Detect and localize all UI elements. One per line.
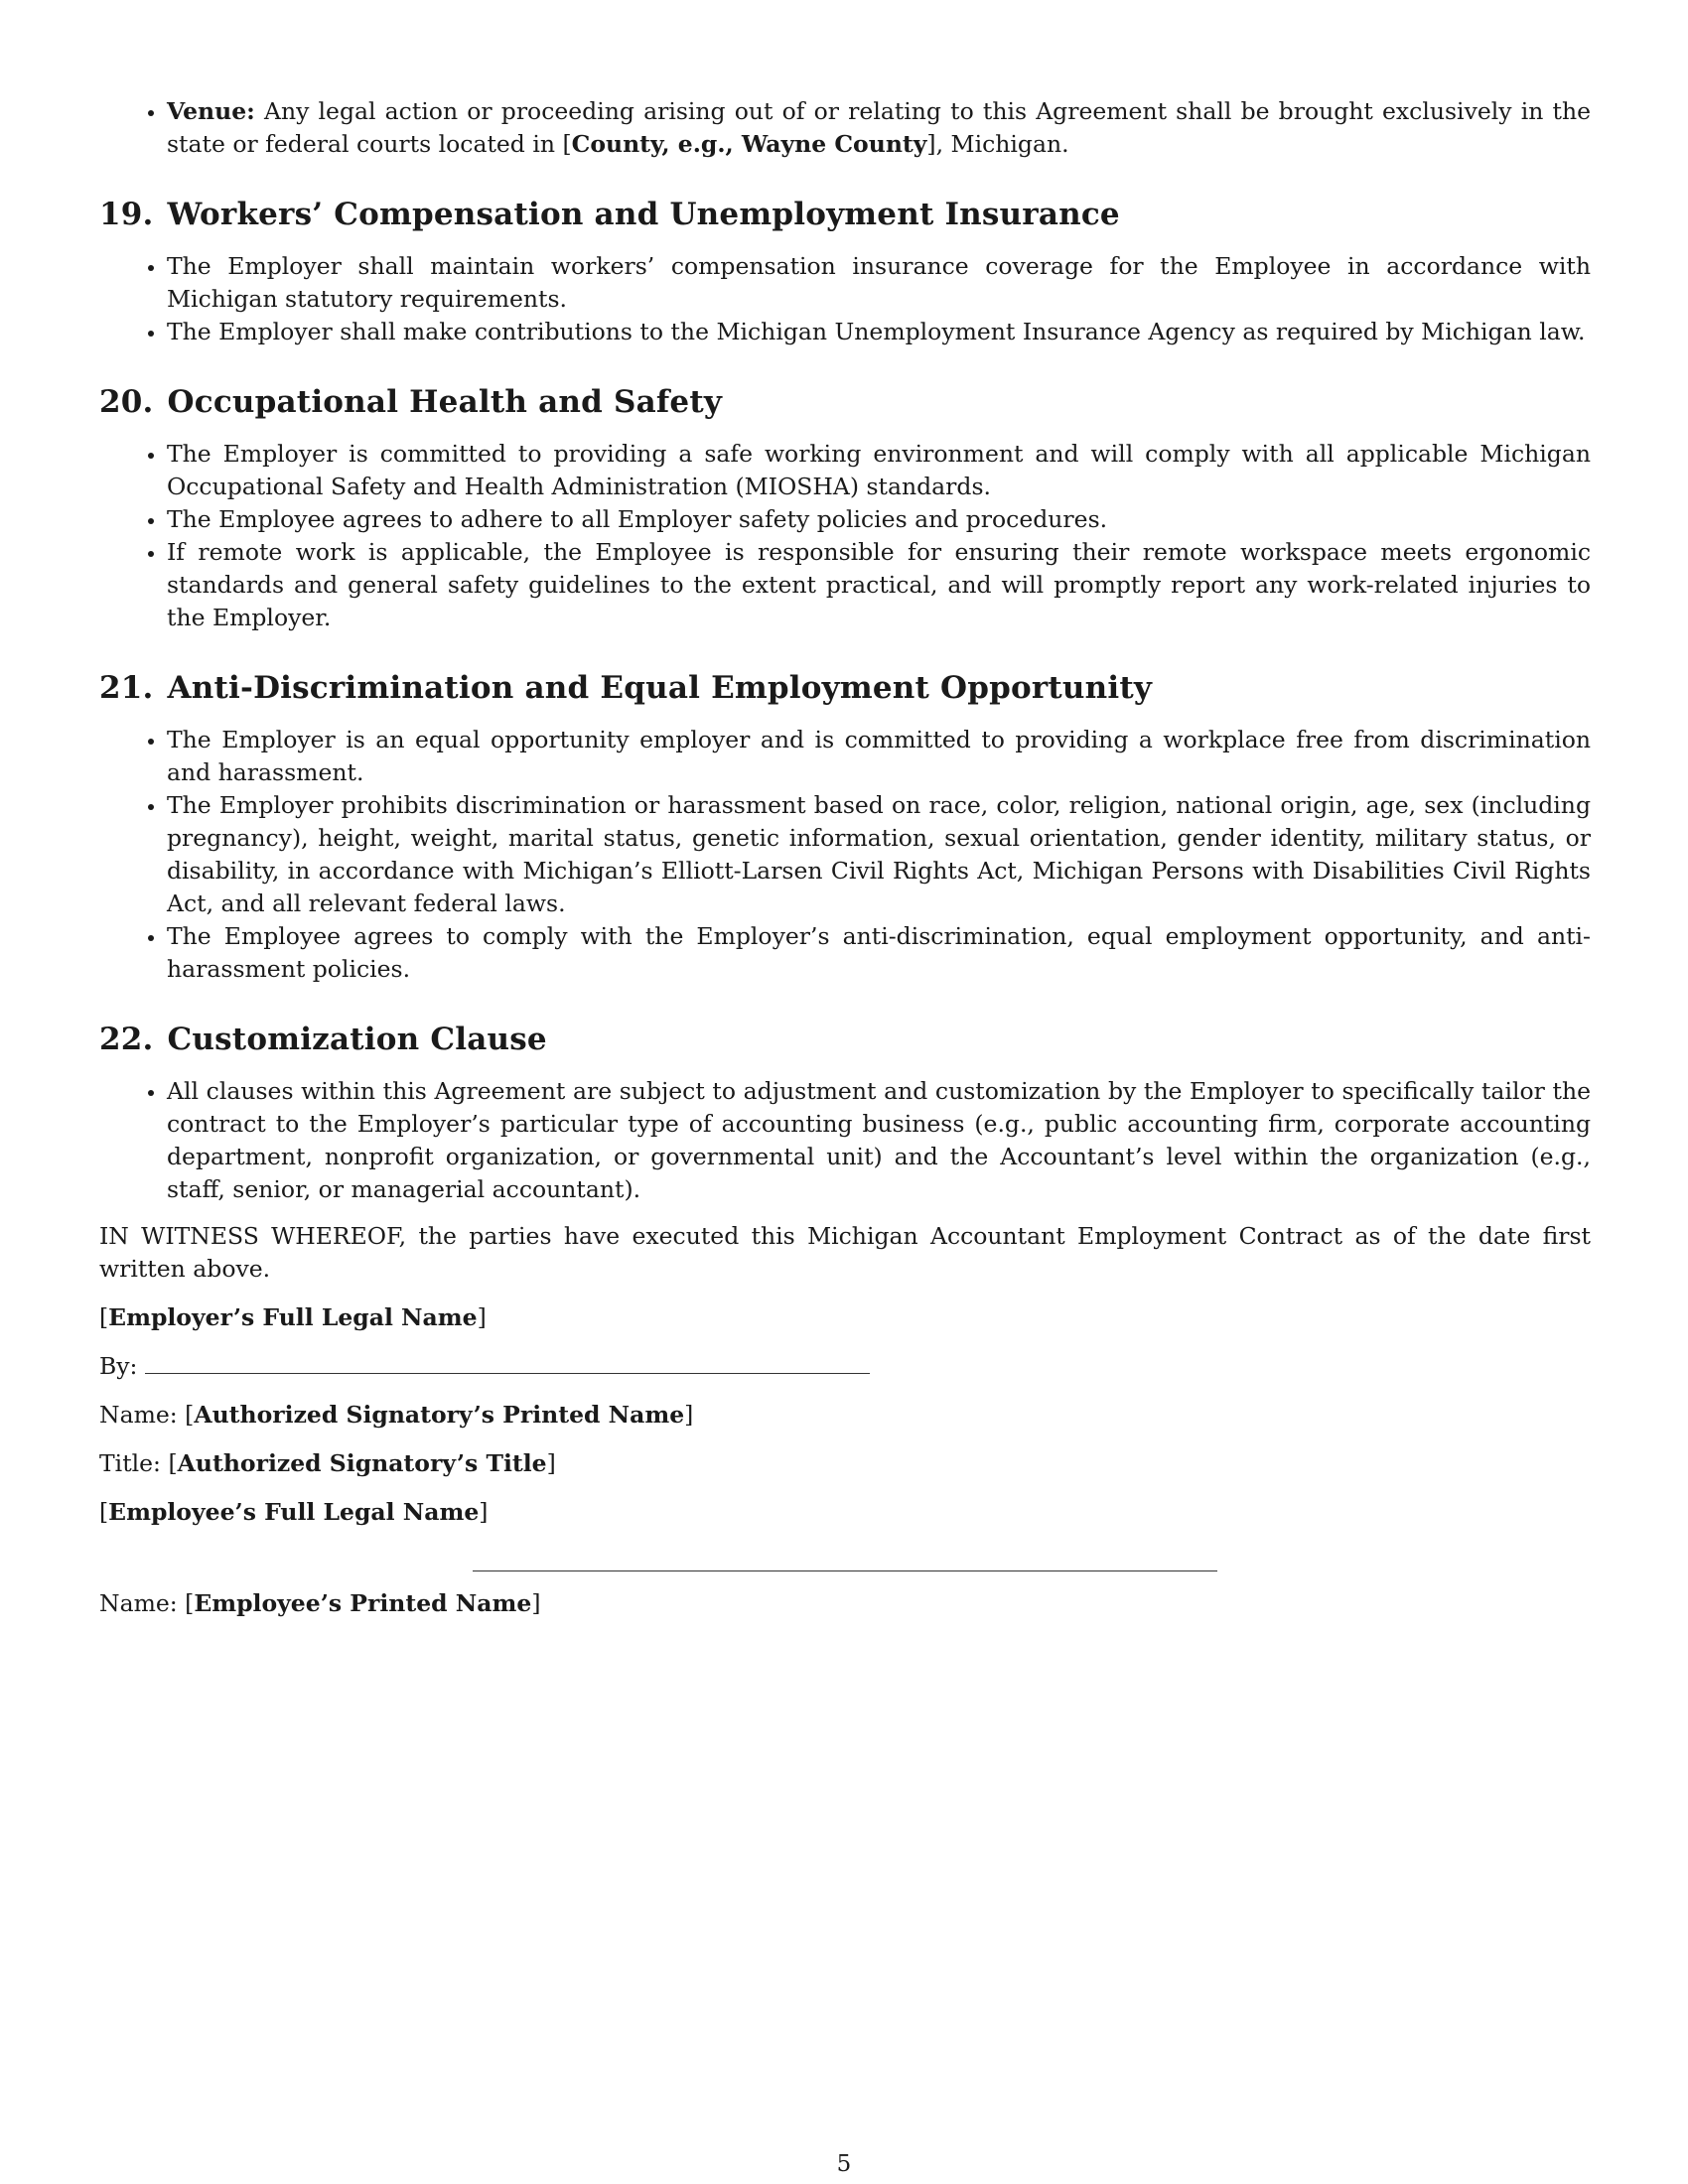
employee-printed-name-placeholder: Employee’s Printed Name [194,1589,532,1617]
employee-name-line [99,1496,1591,1529]
section-heading-22 [99,1020,1591,1059]
list-item: • The Employee agrees to adhere to all Employer safety policies and procedures. [167,503,1591,536]
employee-name-placeholder: Employee’s Full Legal Name [108,1498,480,1526]
signatory-name-line [99,1399,1591,1432]
employer-signature-rule [145,1357,870,1374]
section-heading-20 [99,382,1591,422]
bracket-open: [ [99,1498,109,1526]
page-number: 5 [836,2151,852,2177]
county-bracket-close: ] [926,130,936,158]
county-bracket-open: [ [562,130,572,158]
section-21-list [99,724,1591,986]
bracket-open: [ [185,1589,195,1617]
list-item: • The Employer prohibits discrimination or harassment based on race, color, religion, national origin, age, sex (including pregnancy), height, weight, marital status, genetic information, sexual orientation, gender identity, military status, or disability, in accordance with Michigan’s Elliott-Larsen Civil Rights Act, Michigan Persons with Disabilities Civil Rights Act, and all relevant federal laws. [167,789,1591,920]
section-number: 21. [99,670,154,706]
section-heading-19 [99,195,1591,234]
bracket-open: [ [185,1401,195,1429]
employer-name-placeholder: Employer’s Full Legal Name [108,1303,478,1331]
name-label: Name: [99,1589,178,1617]
list-item: • The Employer is an equal opportunity employer and is committed to providing a workplace free from discrimination and harassment. [167,724,1591,789]
signatory-title-line [99,1447,1591,1480]
list-item: • The Employer shall make contributions to the Michigan Unemployment Insurance Agency as required by Michigan law. [167,316,1591,348]
bracket-close: ] [479,1498,489,1526]
bracket-open: [ [168,1449,178,1477]
venue-text-before: Any legal action or proceeding arising out of or relating to this Agreement shall be brought exclusively in the state or federal courts located in [167,97,1591,158]
bracket-close: ] [477,1303,487,1331]
signatory-name-placeholder: Authorized Signatory’s Printed Name [194,1401,685,1429]
document-page [99,95,1591,1620]
venue-text-after: , Michigan. [935,130,1069,158]
name-label: Name: [99,1401,178,1429]
employer-signature-line [99,1350,1591,1383]
section-heading-21 [99,668,1591,708]
section-20-list [99,438,1591,634]
bracket-open: [ [99,1303,109,1331]
witness-paragraph: IN WITNESS WHEREOF, the parties have executed this Michigan Accountant Employment Contract as of the date first written above. [99,1222,1591,1283]
list-item: • All clauses within this Agreement are subject to adjustment and customization by the Employer to specifically tailor the contract to the Employer’s particular type of accounting business (e.g., public accounting firm, corporate accounting department, nonprofit organization, or governmental unit) and the Accountant’s level within the organization (e.g., staff, senior, or managerial accountant). [167,1075,1591,1206]
section-title: Workers’ Compensation and Unemployment Insurance [167,197,1120,232]
venue-label: Venue: [167,97,255,125]
bracket-close: ] [684,1401,694,1429]
bracket-close: ] [531,1589,541,1617]
section-number: 20. [99,384,154,420]
bracket-close: ] [546,1449,556,1477]
section-title: Customization Clause [167,1022,547,1057]
employee-signature-rule [473,1549,1217,1571]
signatory-title-placeholder: Authorized Signatory’s Title [177,1449,547,1477]
list-item: • The Employee agrees to comply with the Employer’s anti-discrimination, equal employment opportunity, and anti-harassment policies. [167,920,1591,986]
section-number: 22. [99,1022,154,1057]
list-item: • The Employer shall maintain workers’ compensation insurance coverage for the Employee in accordance with Michigan statutory requirements. [167,250,1591,316]
section-title: Anti-Discrimination and Equal Employment Opportunity [167,670,1153,706]
venue-list [99,95,1591,161]
section-title: Occupational Health and Safety [167,384,723,420]
employer-name-line [99,1301,1591,1334]
venue-item [167,95,1591,161]
county-placeholder: County, e.g., Wayne County [571,130,927,158]
list-item: • The Employer is committed to providing a safe working environment and will comply with all applicable Michigan Occupational Safety and Health Administration (MIOSHA) standards. [167,438,1591,503]
list-item: • If remote work is applicable, the Employee is responsible for ensuring their remote workspace meets ergonomic standards and general safety guidelines to the extent practical, and will promptly report any work-related injuries to the Employer. [167,536,1591,634]
title-label: Title: [99,1449,161,1477]
section-number: 19. [99,197,154,232]
section-19-list [99,250,1591,348]
by-label: By: [99,1352,138,1380]
employee-printed-name-line [99,1587,1591,1620]
section-22-list [99,1075,1591,1206]
